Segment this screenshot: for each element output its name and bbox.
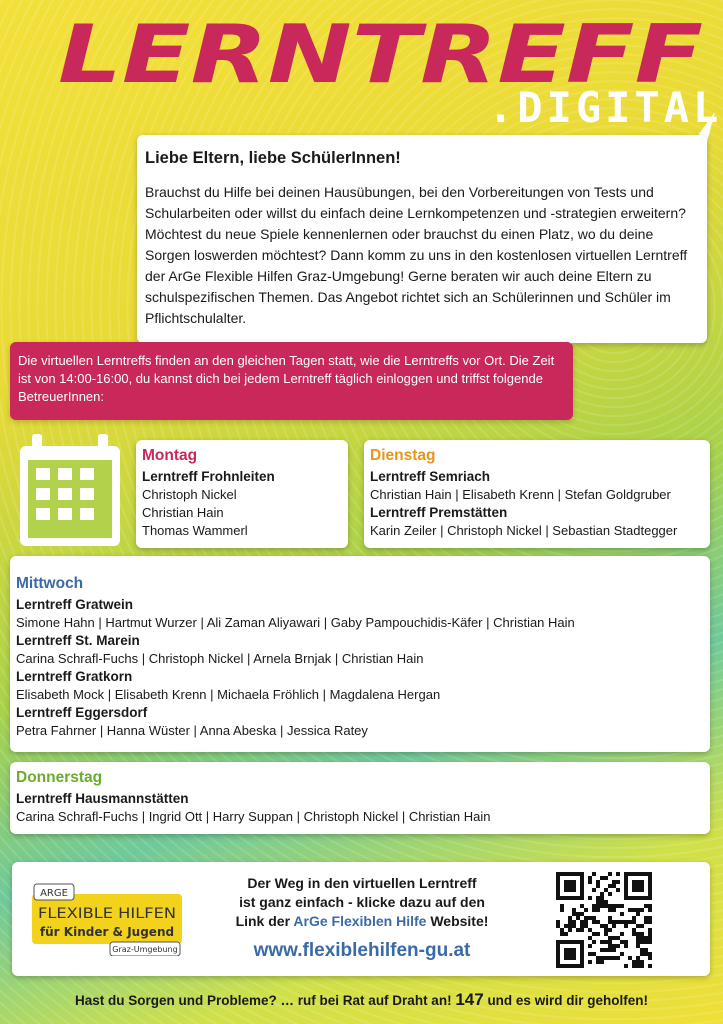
- info-line3-pre: Link der: [235, 913, 294, 929]
- info-line2: ist ganz einfach - klicke dazu auf den: [239, 894, 485, 910]
- dienstag-location-2: Lerntreff Premstätten: [370, 505, 508, 520]
- dienstag-location-1: Lerntreff Semriach: [370, 469, 491, 484]
- info-line3-link: ArGe Flexiblen Hilfe: [293, 913, 427, 929]
- footer-pre: Hast du Sorgen und Probleme? … ruf bei Rat auf Draht an!: [75, 993, 456, 1008]
- donnerstag-card: [10, 762, 710, 834]
- montag-location: Lerntreff Frohnleiten: [142, 469, 275, 484]
- montag-person: Christoph Nickel: [142, 487, 237, 502]
- info-text: [212, 874, 512, 931]
- website-link[interactable]: www.flexiblehilfen-gu.at: [253, 940, 471, 961]
- footer-post: und es wird dir geholfen!: [483, 993, 648, 1008]
- calendar-icon: [18, 432, 122, 548]
- helpline-number: 147: [455, 990, 484, 1009]
- intro-greeting: Liebe Eltern, liebe SchülerInnen!: [145, 149, 401, 167]
- qr-code[interactable]: [556, 872, 652, 968]
- mittwoch-people: Elisabeth Mock | Elisabeth Krenn | Michaela Fröhlich | Magdalena Hergan: [16, 687, 441, 702]
- donnerstag-location: Lerntreff Hausmannstätten: [16, 791, 189, 806]
- title-text: LERNTREFF: [58, 20, 703, 90]
- mittwoch-location: Lerntreff Gratwein: [16, 597, 134, 612]
- mittwoch-day: Mittwoch: [16, 575, 84, 592]
- logo-line3: Graz-Umgebung: [112, 945, 178, 954]
- mittwoch-people: Petra Fahrner | Hanna Wüster | Anna Abeska | Jessica Ratey: [16, 723, 368, 738]
- logo-line1: FLEXIBLE HILFEN: [38, 906, 176, 922]
- schedule-notice: Die virtuellen Lerntreffs finden an den gleichen Tagen statt, wie die Lerntreffs vor Ort. Die Zeit ist von 14:00-16:00, du kannst dich bei jedem Lerntreff täglich einloggen und triffst folgende BetreuerInnen:: [10, 342, 573, 420]
- dienstag-people-1: Christian Hain | Elisabeth Krenn | Stefan Goldgruber: [370, 487, 671, 502]
- dienstag-card: [364, 440, 710, 548]
- logo-arge: ARGE: [40, 888, 68, 899]
- info-box: [12, 862, 710, 976]
- intro-body: Brauchst du Hilfe bei deinen Hausübungen, bei den Vorbereitungen von Tests und Schularbeiten oder willst du einfach deine Lernkompetenzen und -strategien erweitern? Möchtest du neue Spiele kennenlernen oder brauchst du einen Platz, wo du deine Sorgen loswerden möchtest? Dann komm zu uns in den kostenlosen virtuellen Lerntreff der ArGe Flexible Hilfen Graz-Umgebung! Gerne beraten wir auch deine Eltern zu schulspezifischen Themen. Das Angebot richtet sich an Schülerinnen und Schüler im Pflichtschulalter.: [145, 184, 688, 326]
- donnerstag-day: Donnerstag: [16, 769, 103, 786]
- intro-bubble: [137, 135, 707, 343]
- montag-card: [136, 440, 348, 548]
- helpline-footer: [0, 988, 723, 1013]
- page-subtitle: .DIGITAL: [488, 83, 723, 132]
- mittwoch-location: Lerntreff Gratkorn: [16, 669, 133, 684]
- logo-line2: für Kinder & Jugend: [39, 925, 175, 939]
- montag-person: Thomas Wammerl: [142, 523, 248, 538]
- mittwoch-people: Simone Hahn | Hartmut Wurzer | Ali Zaman Aliyawari | Gaby Pampouchidis-Käfer | Christian Hain: [16, 615, 575, 630]
- mittwoch-location: Lerntreff St. Marein: [16, 633, 140, 648]
- dienstag-people-2: Karin Zeiler | Christoph Nickel | Sebastian Stadtegger: [370, 523, 678, 538]
- arge-logo: [32, 880, 182, 956]
- montag-person: Christian Hain: [142, 505, 224, 520]
- mittwoch-card: [10, 556, 710, 752]
- montag-day: Montag: [142, 447, 198, 464]
- info-line1: Der Weg in den virtuellen Lerntreff: [247, 875, 477, 891]
- dienstag-day: Dienstag: [370, 447, 436, 464]
- mittwoch-people: Carina Schrafl-Fuchs | Christoph Nickel | Arnela Brnjak | Christian Hain: [16, 651, 424, 666]
- mittwoch-location: Lerntreff Eggersdorf: [16, 705, 148, 720]
- info-line3-post: Website!: [426, 913, 489, 929]
- info-line3: [212, 912, 512, 931]
- donnerstag-people: Carina Schrafl-Fuchs | Ingrid Ott | Harry Suppan | Christoph Nickel | Christian Hain: [16, 809, 491, 824]
